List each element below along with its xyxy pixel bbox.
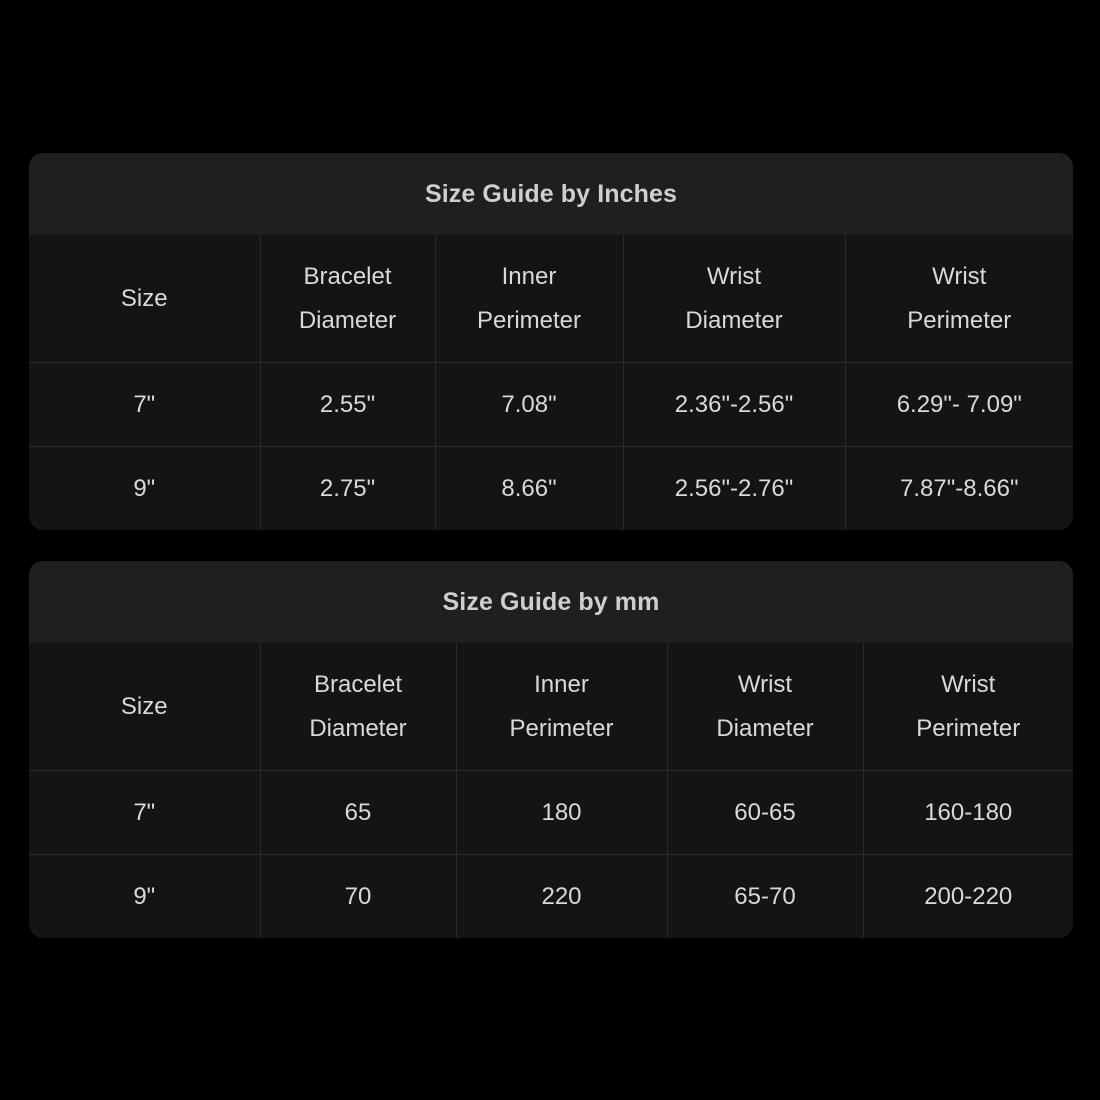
cell-inner-perimeter: 180 bbox=[456, 771, 667, 855]
table-row bbox=[29, 447, 1073, 531]
cell-size: 9" bbox=[29, 447, 260, 531]
cell-bracelet-diameter: 70 bbox=[260, 855, 456, 939]
cell-inner-perimeter: 7.08" bbox=[435, 363, 623, 447]
header-wrist-perimeter bbox=[845, 235, 1073, 363]
header-line: Inner bbox=[534, 670, 589, 698]
cell-wrist-diameter: 2.36"-2.56" bbox=[623, 363, 845, 447]
table-row bbox=[29, 855, 1073, 939]
header-line: Perimeter bbox=[916, 714, 1021, 742]
header-line: Inner bbox=[501, 262, 557, 290]
header-bracelet-diameter bbox=[260, 235, 435, 363]
cell-wrist-perimeter: 6.29"- 7.09" bbox=[845, 363, 1073, 447]
cell-bracelet-diameter: 2.55" bbox=[260, 363, 435, 447]
header-inner-perimeter bbox=[435, 235, 623, 363]
header-line: Diameter bbox=[685, 306, 783, 334]
cell-inner-perimeter: 220 bbox=[456, 855, 667, 939]
header-line: Perimeter bbox=[907, 306, 1012, 334]
size-guide-inches-table bbox=[29, 235, 1073, 530]
table-row bbox=[29, 771, 1073, 855]
size-guide-inches-title: Size Guide by Inches bbox=[29, 153, 1073, 235]
cell-wrist-diameter: 60-65 bbox=[667, 771, 863, 855]
header-wrist-diameter bbox=[667, 643, 863, 771]
header-wrist-perimeter bbox=[863, 643, 1073, 771]
cell-bracelet-diameter: 65 bbox=[260, 771, 456, 855]
cell-wrist-perimeter: 7.87"-8.66" bbox=[900, 474, 1019, 502]
size-guide-mm-title: Size Guide by mm bbox=[29, 561, 1073, 643]
header-line: Wrist bbox=[941, 670, 996, 698]
header-line: Wrist bbox=[932, 262, 987, 290]
cell-wrist-diameter: 65-70 bbox=[667, 855, 863, 939]
header-line: Diameter bbox=[298, 306, 397, 334]
size-guide-mm-table bbox=[29, 643, 1073, 938]
header-line: Wrist bbox=[706, 262, 762, 290]
header-line: Wrist bbox=[737, 670, 793, 698]
size-guide-inches-card bbox=[29, 153, 1073, 530]
header-line: Diameter bbox=[716, 714, 814, 742]
header-line: Bracelet bbox=[303, 262, 392, 290]
cell-wrist-perimeter: 200-220 bbox=[924, 882, 1013, 910]
cell-bracelet-diameter: 2.75" bbox=[260, 447, 435, 531]
header-bracelet-diameter bbox=[260, 643, 456, 771]
cell-wrist-perimeter: 160-180 bbox=[863, 771, 1073, 855]
header-line: Perimeter bbox=[476, 306, 582, 334]
cell-size: 7" bbox=[29, 363, 260, 447]
header-size bbox=[29, 235, 260, 363]
header-inner-perimeter bbox=[456, 643, 667, 771]
header-size-label: Size bbox=[120, 284, 168, 312]
table-header-row bbox=[29, 235, 1073, 363]
header-line: Perimeter bbox=[509, 714, 614, 742]
cell-size: 9" bbox=[29, 855, 260, 939]
cell-inner-perimeter: 8.66" bbox=[435, 447, 623, 531]
cell-wrist-diameter: 2.56"-2.76" bbox=[623, 447, 845, 531]
header-wrist-diameter bbox=[623, 235, 845, 363]
header-line: Diameter bbox=[309, 714, 407, 742]
header-size bbox=[29, 643, 260, 771]
size-guide-mm-card bbox=[29, 561, 1073, 938]
cell-size: 7" bbox=[29, 771, 260, 855]
table-row bbox=[29, 363, 1073, 447]
header-line: Bracelet bbox=[313, 670, 403, 698]
header-size-label: Size bbox=[120, 692, 168, 720]
table-header-row bbox=[29, 643, 1073, 771]
